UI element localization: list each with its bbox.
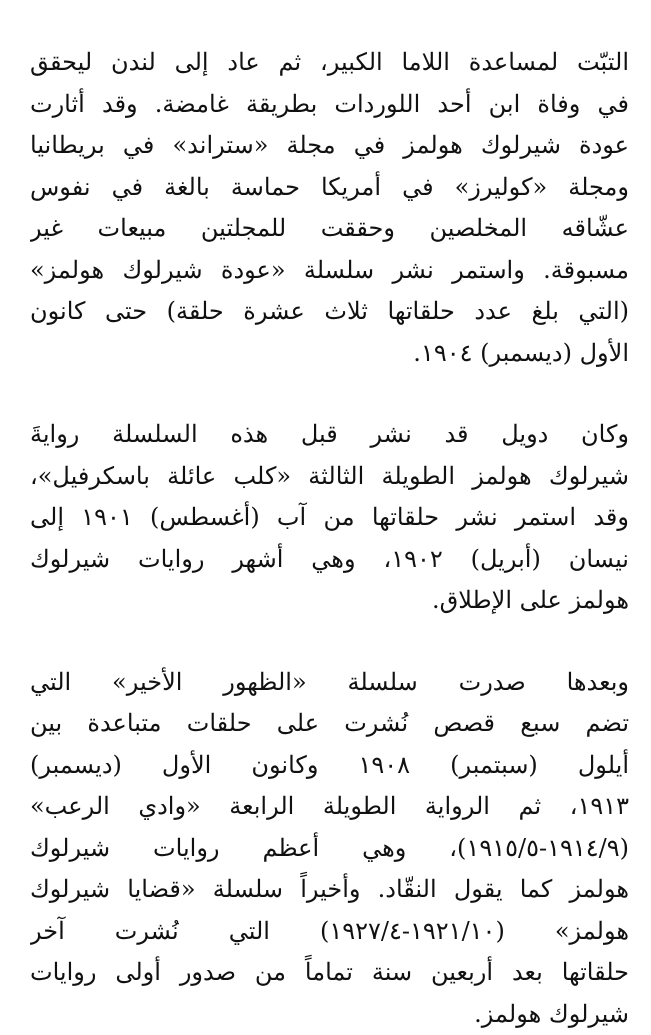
paragraph-3 [30,662,629,1035]
text-line: نيسان (أبريل) ١٩٠٢، وهي أشهر روايات شيرلوك [30,539,629,581]
text-line: حلقاتها بعد أربعين سنة تماماً من صدور أولى روايات [30,952,629,994]
text-line: ١٩١٣، ثم الرواية الطويلة الرابعة «وادي الرعب» [30,786,629,828]
text-line: عودة شيرلوك هولمز في مجلة «ستراند» في بريطانيا [30,125,629,167]
text-line: وبعدها صدرت سلسلة «الظهور الأخير» التي [30,662,629,704]
text-line: التبّت لمساعدة اللاما الكبير، ثم عاد إلى لندن ليحقق [30,42,629,84]
text-line: هولمز كما يقول النقّاد. وأخيراً سلسلة «قضايا شيرلوك [30,869,629,911]
paragraph-1 [30,42,629,374]
text-line: ومجلة «كوليرز» في أمريكا حماسة بالغة في نفوس [30,167,629,209]
paragraph-2 [30,414,629,622]
text-line: وكان دويل قد نشر قبل هذه السلسلة روايةَ [30,414,629,456]
text-line: مسبوقة. واستمر نشر سلسلة «عودة شيرلوك هولمز» [30,250,629,292]
text-line: في وفاة ابن أحد اللوردات بطريقة غامضة. وقد أثارت [30,84,629,126]
text-line: شيرلوك هولمز. [30,994,629,1035]
text-line: وقد استمر نشر حلقاتها من آب (أغسطس) ١٩٠١ إلى [30,497,629,539]
text-line: هولمز على الإطلاق. [30,580,629,622]
text-line: (١٩١٤/٩-١٩١٥/٥)، وهي أعظم روايات شيرلوك [30,828,629,870]
paragraph-gap [30,374,629,414]
text-line: شيرلوك هولمز الطويلة الثالثة «كلب عائلة باسكرفيل»، [30,456,629,498]
text-line: تضم سبع قصص نُشرت على حلقات متباعدة بين [30,703,629,745]
text-line: أيلول (سبتمبر) ١٩٠٨ وكانون الأول (ديسمبر) [30,745,629,787]
text-line: عشّاقه المخلصين وحققت للمجلتين مبيعات غير [30,208,629,250]
paragraph-gap [30,622,629,662]
text-line: الأول (ديسمبر) ١٩٠٤. [30,333,629,375]
text-line: هولمز» (١٩٢١/١٠-١٩٢٧/٤) التي نُشرت آخر [30,911,629,953]
text-line: (التي بلغ عدد حلقاتها ثلاث عشرة حلقة) حتى كانون [30,291,629,333]
